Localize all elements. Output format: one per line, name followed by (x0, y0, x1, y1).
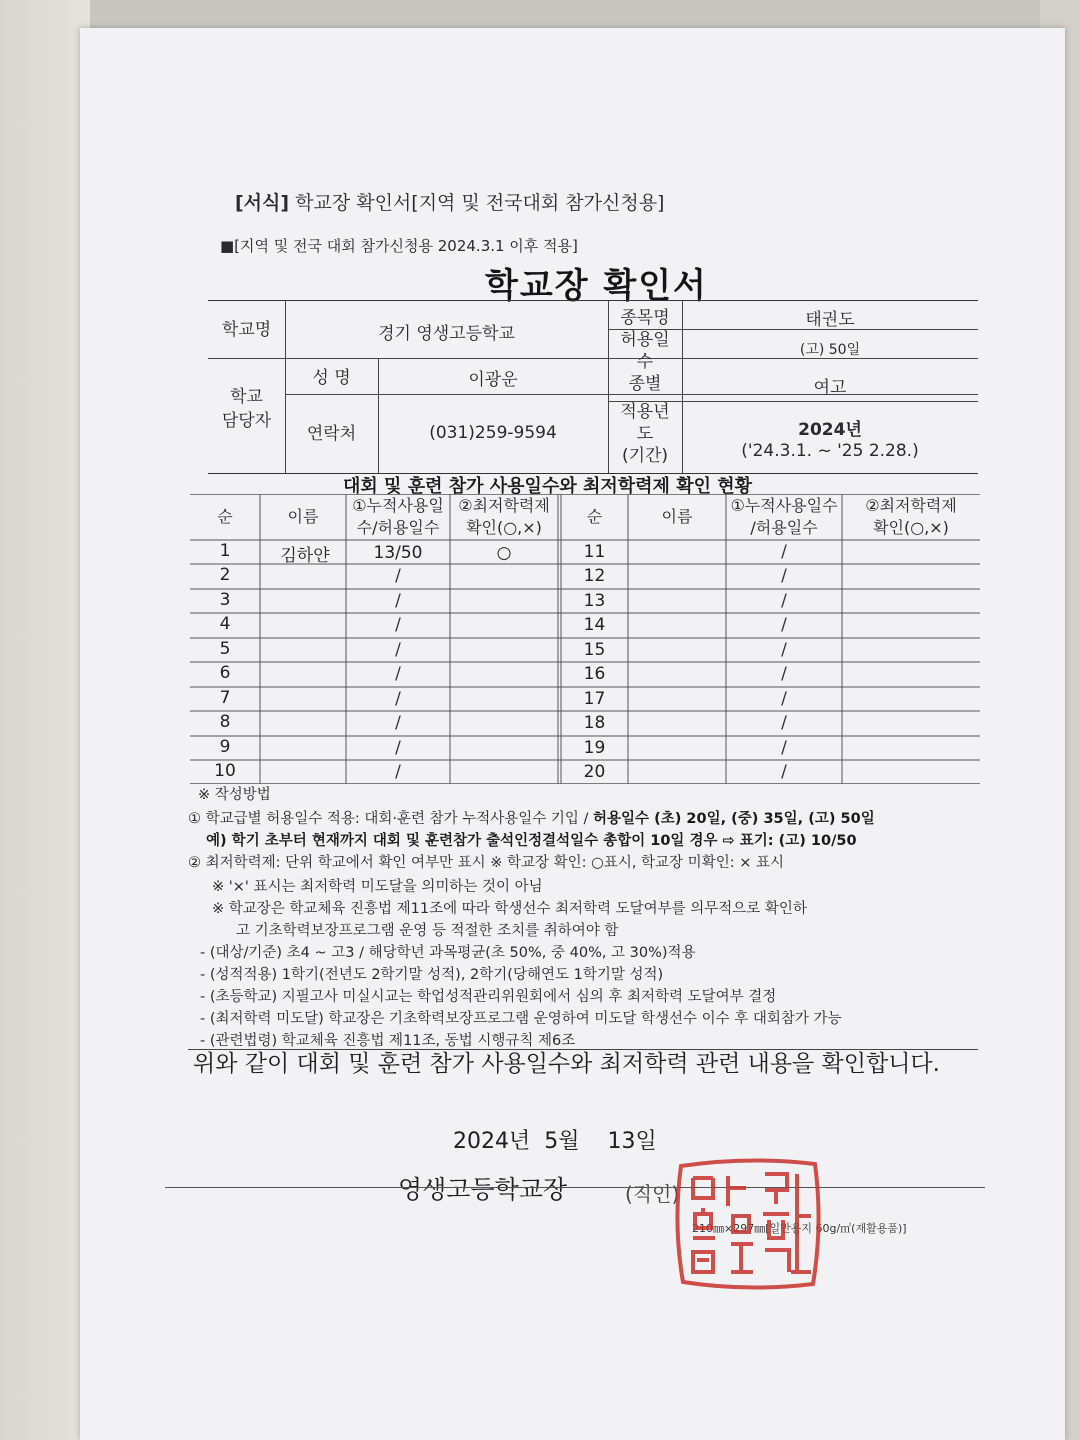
row-number: 5 (219, 639, 231, 659)
official-seal-stamp (673, 1156, 823, 1292)
row-number: 4 (219, 614, 231, 634)
manager-label-line: 학교 (230, 387, 263, 407)
school-label: 학교명 (221, 320, 272, 340)
sport-value: 태권도 (805, 310, 855, 330)
gender-label: 종별 (628, 374, 662, 394)
row-days: / (395, 689, 401, 709)
year-value: 2024년 (798, 420, 862, 440)
row-number: 14 (583, 615, 606, 635)
header-name: 이름 (287, 507, 319, 526)
note-detail: - (대상/기준) 초4 ~ 고3 / 해당학년 과목평균(초 50%, 중 40%, 고 30%)적용 (200, 945, 696, 961)
row-days: / (781, 738, 787, 758)
row-days: / (395, 664, 401, 684)
note-detail: - (최저학력 미도달) 학교장은 기초학력보장프로그램 운영하여 미도달 학생선수 이수 후 대회참가 가능 (200, 1011, 842, 1027)
row-days: / (781, 664, 787, 684)
paper-spec: 210㎜×297㎜[일반용지 60g/㎡(재활용품)] (692, 1222, 907, 1235)
note-1-example: 예) 학기 초부터 현재까지 대회 및 훈련참가 출석인정결석일수 총합이 10일 경우 ⇨ 표기: (고) 10/50 (206, 833, 857, 849)
row-days: / (781, 713, 787, 733)
row-days: / (781, 615, 787, 635)
row-number: 16 (583, 664, 606, 684)
school-value: 경기 영생고등학교 (378, 324, 515, 344)
date-year: 2024년 (453, 1129, 531, 1154)
note-1-text: ① 학교급별 허용일수 적용: 대회·훈련 참가 누적사용일수 기입 / (188, 811, 594, 827)
header-days (346, 495, 450, 539)
header-check-line: 확인(○,×) (466, 518, 542, 537)
row-days: / (781, 640, 787, 660)
header-check-line: 확인(○,×) (873, 518, 949, 537)
row-number: 11 (583, 542, 606, 562)
form-title-text: 학교장 확인서[지역 및 전국대회 참가신청용] (289, 192, 665, 214)
row-number: 6 (219, 663, 231, 683)
confirmation-text: 위와 같이 대회 및 훈련 참가 사용일수와 최저학력 관련 내용을 확인합니다. (193, 1051, 940, 1077)
header-check-right (842, 495, 980, 539)
principal-name: 영생고등학교장 (398, 1175, 568, 1204)
note-2: ② 최저학력제: 단위 학교에서 확인 여부만 표시 ※ 학교장 확인: ○표시, 학교장 미확인: × 표시 (188, 855, 784, 871)
allowed-label-line: 수 (636, 352, 654, 372)
row-days: 13/50 (373, 543, 423, 563)
contact-label: 연락처 (306, 424, 357, 444)
date-day: 13일 (607, 1129, 657, 1154)
row-days: / (395, 566, 401, 586)
row-days: / (781, 542, 787, 562)
main-title: 학교장 확인서 (485, 266, 708, 306)
header-no-right: 순 (586, 507, 603, 526)
row-number: 18 (583, 713, 606, 733)
info-table (208, 300, 978, 474)
background-wall (0, 0, 90, 1440)
row-days: / (395, 591, 401, 611)
row-number: 19 (583, 738, 606, 758)
header-no: 순 (217, 507, 233, 526)
row-number: 17 (583, 689, 606, 709)
date-month: 5월 (544, 1129, 580, 1154)
year-label-line: (기간) (621, 446, 669, 466)
row-days: / (781, 566, 787, 586)
name-label: 성 명 (312, 368, 351, 388)
note-1 (188, 807, 875, 828)
row-days: / (395, 713, 401, 733)
participation-grid (190, 494, 980, 784)
manager-label (208, 385, 285, 433)
note-1-bold: 허용일수 (초) 20일, (중) 35일, (고) 50일 (593, 811, 875, 827)
row-number: 7 (219, 688, 231, 708)
row-number: 8 (219, 712, 231, 732)
note-detail: - (초등학교) 지필고사 미실시교는 학업성적관리위원회에서 심의 후 최저학력 도달여부 결정 (200, 989, 777, 1005)
row-number: 12 (583, 566, 606, 586)
row-number: 10 (214, 761, 236, 781)
header-check-line: ②최저학력제 (865, 496, 957, 515)
instructions-heading: ※ 작성방법 (198, 787, 271, 803)
year-label (608, 401, 682, 467)
header-days-line: ①누적사용일수 (730, 496, 838, 515)
period-value: ('24.3.1. ~ '25 2.28.) (741, 441, 919, 461)
row-days: / (781, 689, 787, 709)
row-name: 김하얀 (280, 546, 330, 566)
allowed-label-line: 허용일 (620, 330, 670, 350)
note-4b: 고 기초학력보장프로그램 운영 등 적절한 조치를 취하여야 함 (236, 923, 619, 939)
note-detail: - (성적적용) 1학기(전년도 2학기말 성적), 2학기(당해연도 1학기말 성적) (200, 967, 664, 983)
allowed-days-label (608, 329, 682, 373)
allowed-days-value: (고) 50일 (799, 342, 861, 358)
row-days: / (395, 640, 401, 660)
sport-label: 종목명 (620, 308, 670, 328)
document-page (80, 28, 1065, 1440)
row-days: / (395, 762, 401, 782)
row-number: 20 (583, 762, 606, 782)
contact-value: (031)259-9594 (429, 423, 557, 443)
header-days-right (726, 495, 842, 539)
header-name-right: 이름 (661, 507, 693, 526)
section-title: 대회 및 훈련 참가 사용일수와 최저학력제 확인 현황 (343, 476, 753, 497)
row-number: 9 (219, 737, 231, 757)
gender-value: 여고 (813, 378, 847, 398)
header-days-line: 수/허용일수 (356, 518, 440, 537)
row-days: / (781, 762, 787, 782)
row-days: / (781, 591, 787, 611)
row-days: / (395, 738, 401, 758)
form-title (235, 188, 664, 215)
note-4a: ※ 학교장은 학교체육 진흥법 제11조에 따라 학생선수 최저학력 도달여부를 의무적으로 확인하 (212, 901, 807, 917)
header-check-line: ②최저학력제 (458, 496, 550, 515)
signature-line (165, 1187, 985, 1188)
row-number: 2 (219, 565, 231, 585)
subtitle: ■[지역 및 전국 대회 참가신청용 2024.3.1 이후 적용] (220, 237, 578, 255)
form-title-tag: [서식] (235, 192, 290, 214)
header-days-line: ①누적사용일 (352, 496, 444, 515)
note-detail: - (관련법령) 학교체육 진흥법 제11조, 동법 시행규칙 제6조 (200, 1033, 576, 1049)
manager-label-line: 담당자 (221, 411, 272, 431)
header-check (450, 495, 558, 539)
issue-date (453, 1124, 657, 1155)
note-3: ※ '×' 표시는 최저학력 미도달을 의미하는 것이 아님 (212, 879, 543, 895)
row-number: 1 (219, 541, 231, 561)
row-number: 3 (219, 590, 231, 610)
header-days-line: /허용일수 (750, 518, 818, 537)
row-check: ○ (496, 543, 512, 563)
row-number: 15 (583, 640, 606, 660)
year-label-line: 도 (636, 424, 654, 444)
name-value: 이광운 (468, 370, 518, 390)
seal-label: (직인) (625, 1182, 680, 1206)
row-number: 13 (583, 591, 606, 611)
row-days: / (395, 615, 401, 635)
year-label-line: 적용년 (620, 402, 670, 422)
